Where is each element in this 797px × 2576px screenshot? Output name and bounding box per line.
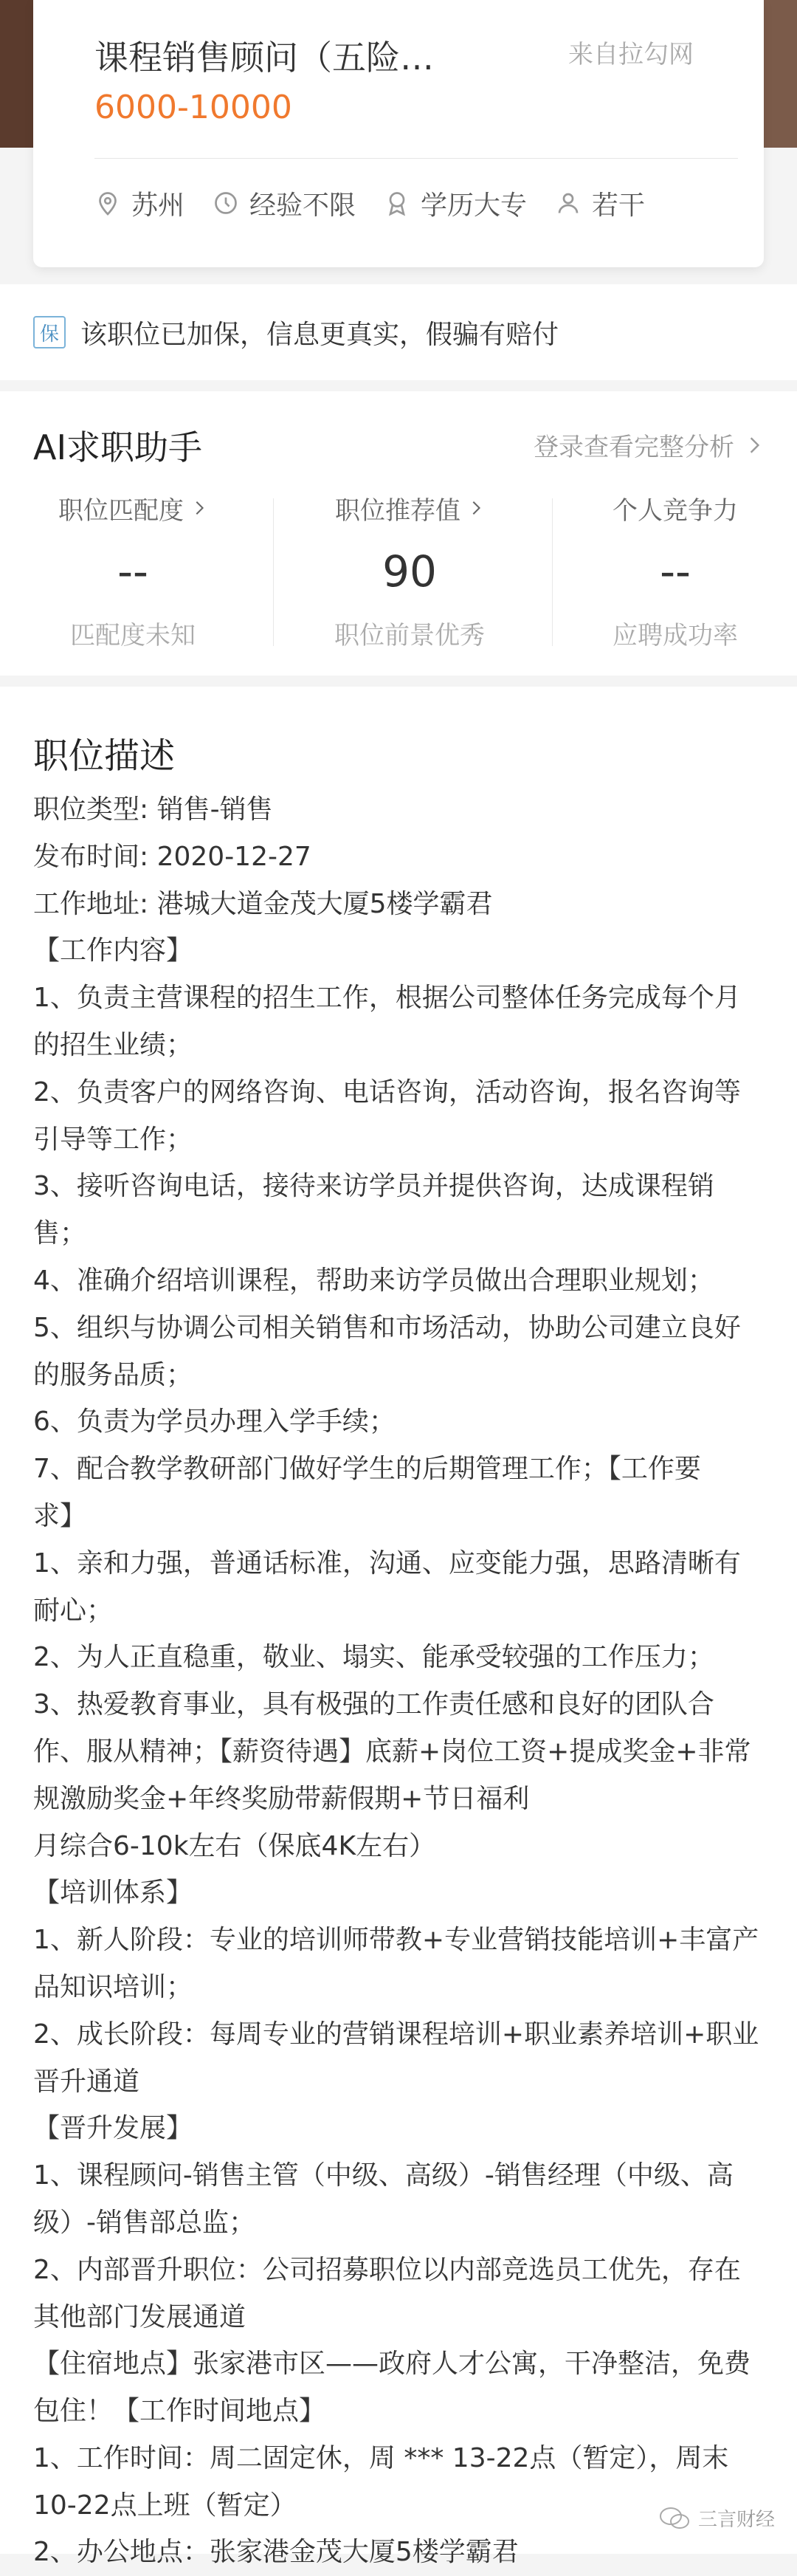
metric-match-label-row	[22, 491, 244, 525]
education-badge-icon	[384, 190, 410, 216]
description-line: 1、负责主营课程的招生工作，根据公司整体任务完成每个月	[33, 983, 741, 1014]
watermark-text: 三言财经	[697, 2509, 775, 2531]
description-line: 晋升通道	[33, 2066, 140, 2097]
description-line: 2、为人正直稳重，敬业、塌实、能承受较强的工作压力；	[33, 1642, 714, 1673]
metric-recommend-label-row	[299, 491, 520, 525]
guarantee-shield-icon: 保	[33, 316, 66, 348]
description-line: 工作地址: 港城大道金茂大厦5楼学霸君	[33, 888, 493, 919]
metric-recommend-value: 90	[382, 546, 437, 597]
chevron-right-icon	[468, 500, 484, 516]
description-line: 3、热爱教育事业，具有极强的工作责任感和良好的团队合	[33, 1689, 714, 1720]
description-line: 【住宿地点】张家港市区——政府人才公寓，干净整洁，免费	[33, 2349, 751, 2380]
job-description-body	[33, 786, 764, 2576]
metric-divider	[552, 498, 553, 646]
description-line: 规激励奖金+年终奖励带薪假期+节日福利	[33, 1783, 530, 1814]
ai-assistant-section	[0, 391, 797, 676]
description-line: 2、办公地点：张家港金茂大厦5楼学霸君	[33, 2537, 519, 2568]
tag-experience-label: 经验不限	[249, 190, 356, 221]
description-line: 的招生业绩；	[33, 1029, 193, 1060]
login-link-label: 登录查看完整分析	[534, 433, 734, 462]
metric-competitiveness-sub: 应聘成功率	[613, 621, 738, 650]
description-line: 10-22点上班（暂定）	[33, 2490, 297, 2521]
description-line: 发布时间: 2020-12-27	[33, 841, 311, 872]
job-description-section	[0, 687, 797, 2568]
description-line: 6、负责为学员办理入学手续；	[33, 1407, 396, 1438]
description-line: 2、内部晋升职位：公司招募职位以内部竞选员工优先，存在	[33, 2254, 741, 2285]
job-title: 课程销售顾问（五险…	[94, 38, 434, 78]
description-line: 1、工作时间：周二固定休，周 *** 13-22点（暂定），周末	[33, 2442, 729, 2473]
job-description-title: 职位描述	[33, 735, 176, 777]
description-line: 1、亲和力强，普通话标准，沟通、应变能力强，思路清晰有	[33, 1548, 741, 1579]
description-line: 耐心；	[33, 1595, 114, 1626]
description-line: 月综合6-10k左右（保底4K左右）	[33, 1830, 436, 1861]
guarantee-banner[interactable]	[0, 284, 797, 380]
description-line: 作、服从精神；【薪资待遇】底薪+岗位工资+提成奖金+非常	[33, 1736, 751, 1767]
location-pin-icon	[94, 190, 121, 216]
wechat-logo-icon	[658, 2506, 691, 2531]
metric-recommend[interactable]	[299, 491, 520, 651]
header-photo-left	[0, 0, 33, 148]
description-line: 2、成长阶段：每周专业的营销课程培训+职业素养培训+职业	[33, 2019, 759, 2050]
description-line: 【培训体系】	[33, 1878, 193, 1909]
tag-experience	[213, 185, 356, 222]
tag-headcount-label: 若干	[592, 190, 646, 221]
description-line: 售；	[33, 1218, 87, 1249]
description-line: 2、负责客户的网络咨询、电话咨询，活动咨询，报名咨询等	[33, 1076, 741, 1107]
header-photo-right	[764, 0, 797, 148]
description-line: 1、课程顾问-销售主管（中级、高级）-销售经理（中级、高	[33, 2160, 734, 2191]
metric-match-value: --	[117, 546, 148, 597]
metric-match[interactable]	[22, 491, 244, 651]
description-line: 引导等工作；	[33, 1124, 193, 1155]
description-line: 4、准确介绍培训课程，帮助来访学员做出合理职业规划；	[33, 1265, 714, 1296]
description-line: 品知识培训；	[33, 1971, 193, 2002]
tag-location-label: 苏州	[131, 190, 185, 221]
login-full-analysis-link[interactable]	[534, 427, 764, 463]
job-source: 来自拉勾网	[568, 40, 694, 69]
description-line: 3、接听咨询电话，接待来访学员并提供咨询，达成课程销	[33, 1171, 714, 1202]
description-line: 职位类型: 销售-销售	[33, 794, 273, 825]
job-tags	[94, 181, 673, 225]
description-line: 5、组织与协调公司相关销售和市场活动，协助公司建立良好	[33, 1312, 741, 1343]
description-line: 【工作内容】	[33, 935, 193, 966]
job-summary-card	[33, 0, 764, 267]
guarantee-text: 该职位已加保，信息更真实，假骗有赔付	[80, 319, 559, 350]
metric-recommend-label: 职位推荐值	[335, 495, 460, 526]
metric-competitiveness	[565, 491, 786, 651]
chevron-right-icon	[191, 500, 207, 516]
metric-competitiveness-label-row	[565, 491, 786, 525]
metric-competitiveness-label: 个人竞争力	[613, 495, 738, 526]
description-line: 1、新人阶段：专业的培训师带教+专业营销技能培训+丰富产	[33, 1925, 759, 1956]
description-line: 级）-销售部总监；	[33, 2207, 255, 2238]
clock-icon	[213, 190, 239, 216]
tag-education	[384, 185, 527, 222]
description-line: 【晋升发展】	[33, 2113, 193, 2144]
person-icon	[555, 190, 582, 216]
chevron-right-icon	[745, 436, 764, 455]
metric-match-label: 职位匹配度	[58, 495, 184, 526]
metric-match-sub: 匹配度未知	[70, 621, 196, 650]
metric-competitiveness-value: --	[660, 546, 691, 597]
description-line: 包住！【工作时间地点】	[33, 2396, 326, 2427]
tag-location	[94, 185, 184, 222]
description-line: 的服务品质；	[33, 1359, 193, 1390]
description-line: 7、配合教学教研部门做好学生的后期管理工作；【工作要	[33, 1454, 701, 1485]
description-line: 其他部门发展通道	[33, 2301, 246, 2332]
card-divider	[94, 158, 738, 159]
metric-recommend-sub: 职位前景优秀	[334, 621, 485, 650]
job-salary: 6000-10000	[94, 89, 292, 126]
tag-education-label: 学历大专	[421, 190, 528, 221]
tag-headcount	[555, 185, 645, 222]
metric-divider	[273, 498, 274, 646]
description-line: 求】	[33, 1500, 87, 1531]
ai-assistant-title: AI求职助手	[33, 427, 203, 467]
watermark	[658, 2504, 775, 2532]
